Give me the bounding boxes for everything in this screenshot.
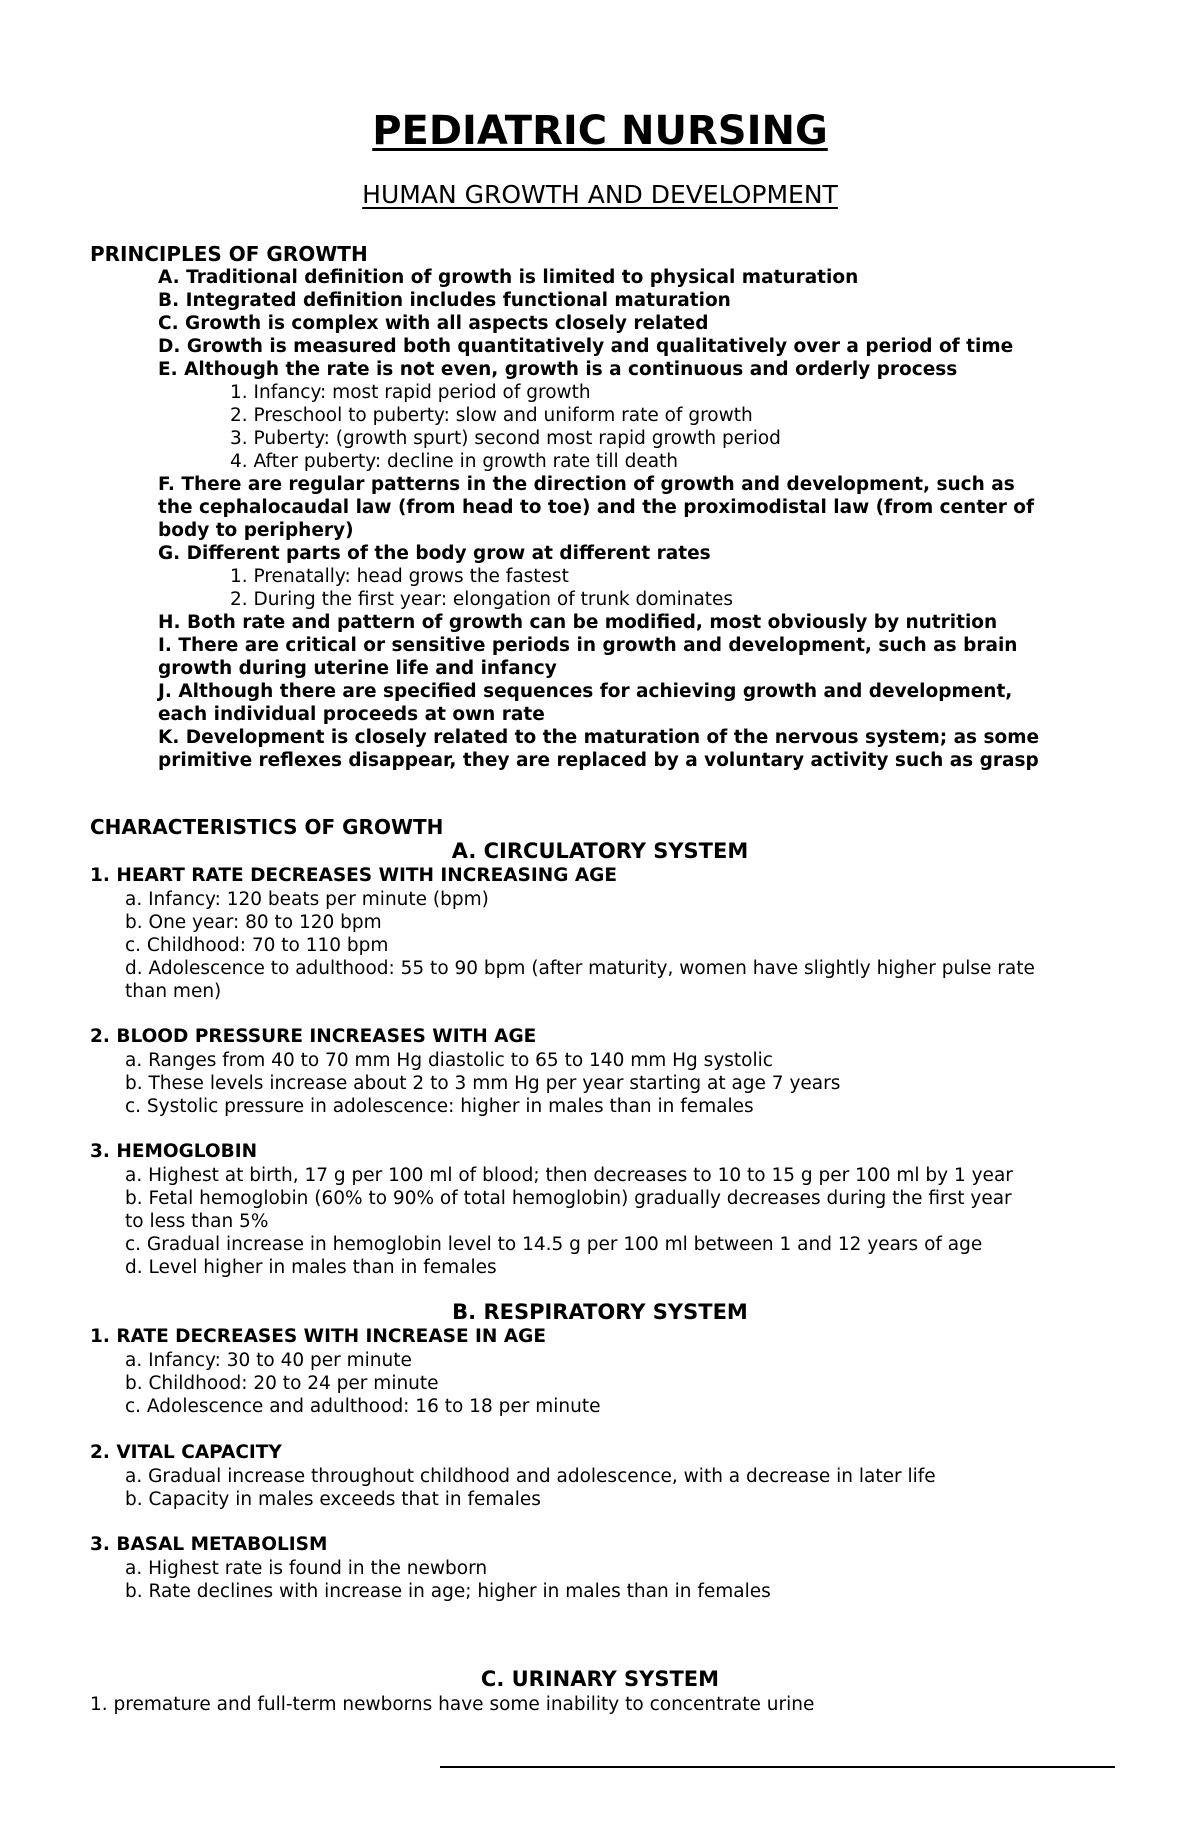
principle-line: K. Development is closely related to the maturation of the nervous system; as some — [158, 727, 1040, 748]
list-item: d. Adolescence to adulthood: 55 to 90 bpm (after maturity, women have slightly higher pulse rate — [125, 958, 1035, 979]
list-item: than men) — [125, 981, 222, 1002]
respiratory-heading: B. RESPIRATORY SYSTEM — [452, 1300, 748, 1324]
sub-item: 4. After puberty: decline in growth rate till death — [230, 451, 679, 472]
list-item: b. One year: 80 to 120 bpm — [125, 912, 382, 933]
list-item: b. Fetal hemoglobin (60% to 90% of total hemoglobin) gradually decreases during the first year — [125, 1188, 1012, 1209]
sub-item: 3. Puberty: (growth spurt) second most rapid growth period — [230, 428, 781, 449]
principle-item: E. Although the rate is not even, growth is a continuous and orderly process — [158, 359, 958, 380]
heart-rate-heading: 1. HEART RATE DECREASES WITH INCREASING AGE — [90, 865, 618, 886]
list-item: c. Adolescence and adulthood: 16 to 18 per minute — [125, 1396, 601, 1417]
list-item: b. These levels increase about 2 to 3 mm Hg per year starting at age 7 years — [125, 1073, 841, 1094]
list-item: a. Gradual increase throughout childhood and adolescence, with a decrease in later life — [125, 1466, 936, 1487]
characteristics-heading: CHARACTERISTICS OF GROWTH — [90, 815, 444, 839]
list-item: c. Gradual increase in hemoglobin level to 14.5 g per 100 ml between 1 and 12 years of age — [125, 1234, 983, 1255]
principle-f — [158, 473, 1034, 565]
sub-item: 2. Preschool to puberty: slow and uniform rate of growth — [230, 405, 753, 426]
principle-item: G. Different parts of the body grow at different rates — [158, 543, 711, 564]
principles-list — [158, 266, 1013, 381]
principle-e-sublist — [230, 381, 781, 473]
principle-line: growth during uterine life and infancy — [158, 658, 557, 679]
sub-item: 1. Infancy: most rapid period of growth — [230, 382, 591, 403]
list-item: c. Systolic pressure in adolescence: higher in males than in females — [125, 1096, 754, 1117]
basal-metabolism-heading: 3. BASAL METABOLISM — [90, 1534, 328, 1555]
principle-g-sublist — [230, 565, 733, 611]
principle-line: H. Both rate and pattern of growth can be modified, most obviously by nutrition — [158, 612, 998, 633]
list-item: b. Childhood: 20 to 24 per minute — [125, 1373, 439, 1394]
principles-heading: PRINCIPLES OF GROWTH — [90, 242, 368, 266]
hemoglobin-list — [125, 1164, 1013, 1279]
list-item: to less than 5% — [125, 1211, 269, 1232]
list-item: a. Infancy: 120 beats per minute (bpm) — [125, 889, 489, 910]
footer-rule — [440, 1766, 1115, 1768]
principle-item: B. Integrated definition includes functional maturation — [158, 290, 731, 311]
document-subtitle: HUMAN GROWTH AND DEVELOPMENT — [362, 180, 838, 209]
principle-line: J. Although there are specified sequences for achieving growth and development, — [158, 681, 1013, 702]
urinary-heading: C. URINARY SYSTEM — [480, 1667, 720, 1691]
hemoglobin-heading: 3. HEMOGLOBIN — [90, 1141, 258, 1162]
principle-item: D. Growth is measured both quantitatively and qualitatively over a period of time — [158, 336, 1014, 357]
heart-rate-list — [125, 888, 1035, 1003]
principle-line: the cephalocaudal law (from head to toe) and the proximodistal law (from center of — [158, 497, 1035, 518]
document-title: PEDIATRIC NURSING — [372, 108, 828, 154]
list-item: a. Infancy: 30 to 40 per minute — [125, 1350, 412, 1371]
principle-line: primitive reflexes disappear, they are replaced by a voluntary activity such as grasp — [158, 750, 1039, 771]
vital-capacity-heading: 2. VITAL CAPACITY — [90, 1442, 282, 1463]
list-item: a. Highest at birth, 17 g per 100 ml of blood; then decreases to 10 to 15 g per 100 ml by 1 year — [125, 1165, 1013, 1186]
list-item: 1. premature and full-term newborns have some inability to concentrate urine — [90, 1694, 815, 1715]
principle-item: C. Growth is complex with all aspects closely related — [158, 313, 709, 334]
vital-capacity-list — [125, 1465, 936, 1511]
principle-line: F. There are regular patterns in the direction of growth and development, such as — [158, 474, 1015, 495]
principle-line: each individual proceeds at own rate — [158, 704, 545, 725]
list-item: a. Ranges from 40 to 70 mm Hg diastolic to 65 to 140 mm Hg systolic — [125, 1050, 773, 1071]
list-item: d. Level higher in males than in females — [125, 1257, 497, 1278]
respiratory-rate-list — [125, 1349, 600, 1418]
principle-line: I. There are critical or sensitive periods in growth and development, such as brain — [158, 635, 1018, 656]
blood-pressure-heading: 2. BLOOD PRESSURE INCREASES WITH AGE — [90, 1026, 537, 1047]
blood-pressure-list — [125, 1049, 840, 1118]
urinary-list — [90, 1693, 814, 1716]
list-item: c. Childhood: 70 to 110 bpm — [125, 935, 389, 956]
principle-line: body to periphery) — [158, 520, 354, 541]
circulatory-heading: A. CIRCULATORY SYSTEM — [451, 839, 749, 863]
sub-item: 2. During the first year: elongation of trunk dominates — [230, 589, 734, 610]
list-item: b. Rate declines with increase in age; higher in males than in females — [125, 1581, 771, 1602]
basal-metabolism-list — [125, 1557, 771, 1603]
respiratory-rate-heading: 1. RATE DECREASES WITH INCREASE IN AGE — [90, 1326, 546, 1347]
list-item: a. Highest rate is found in the newborn — [125, 1558, 488, 1579]
principles-rest — [158, 611, 1039, 772]
sub-item: 1. Prenatally: head grows the fastest — [230, 566, 569, 587]
list-item: b. Capacity in males exceeds that in females — [125, 1489, 541, 1510]
principle-item: A. Traditional definition of growth is limited to physical maturation — [158, 267, 859, 288]
